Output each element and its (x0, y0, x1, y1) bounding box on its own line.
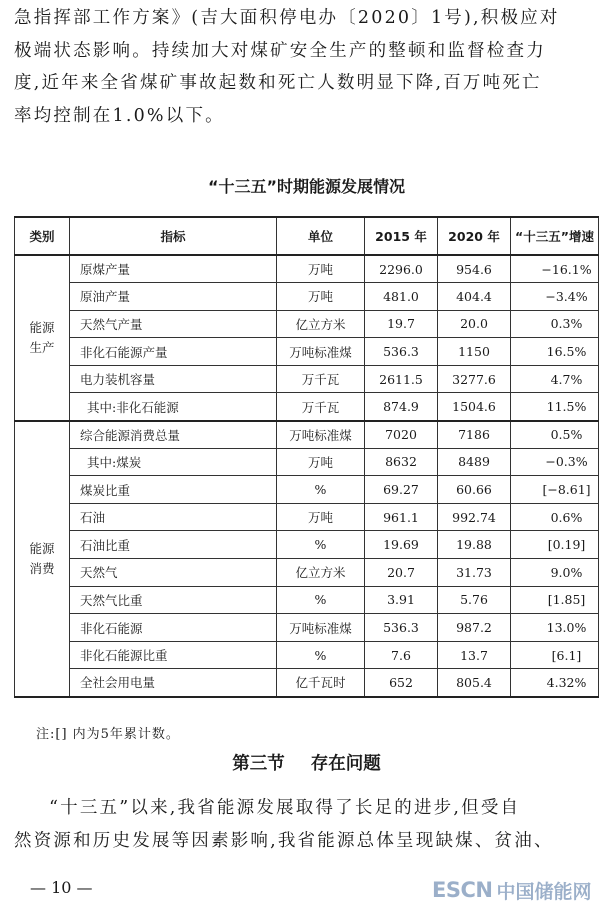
value-2015-cell: 2611.5 (365, 365, 438, 393)
growth-cell: −16.1% (511, 255, 599, 283)
intro-line: 度,近年来全省煤矿事故起数和死亡人数明显下降,百万吨死亡 (14, 73, 542, 93)
indicator-cell: 原油产量 (70, 283, 277, 311)
growth-cell: [−8.61] (511, 476, 599, 504)
growth-cell: 11.5% (511, 393, 599, 421)
unit-cell: 万吨 (277, 255, 365, 283)
table-row (15, 531, 599, 559)
value-2020-cell: 987.2 (438, 614, 511, 642)
growth-cell: 0.3% (511, 310, 599, 338)
table-row (15, 365, 599, 393)
value-2015-cell: 536.3 (365, 338, 438, 366)
category-label: 能源 (29, 540, 55, 556)
table-row (15, 448, 599, 476)
header-growth: “十三五”增速 (511, 217, 599, 255)
unit-cell: 亿立方米 (277, 310, 365, 338)
indicator-cell: 天然气 (70, 559, 277, 587)
indicator-cell: 非化石能源产量 (70, 338, 277, 366)
growth-cell: −0.3% (511, 448, 599, 476)
value-2020-cell: 992.74 (438, 503, 511, 531)
value-2020-cell: 404.4 (438, 283, 511, 311)
table-row (15, 614, 599, 642)
watermark-en: ESCN (432, 878, 493, 902)
indicator-cell: 全社会用电量 (70, 669, 277, 697)
energy-development-table (14, 216, 599, 698)
indicator-cell: 石油 (70, 503, 277, 531)
table-row (15, 503, 599, 531)
header-unit: 单位 (277, 217, 365, 255)
value-2020-cell: 3277.6 (438, 365, 511, 393)
value-2020-cell: 60.66 (438, 476, 511, 504)
growth-cell: [0.19] (511, 531, 599, 559)
watermark-logo (432, 873, 612, 907)
value-2020-cell: 20.0 (438, 310, 511, 338)
unit-cell: % (277, 586, 365, 614)
intro-line: 急指挥部工作方案》(吉大面积停电办〔2020〕1号),积极应对 (14, 8, 560, 28)
table-note: 注:[] 内为5年累计数。 (36, 727, 180, 742)
indicator-cell: 煤炭比重 (70, 476, 277, 504)
unit-cell: % (277, 476, 365, 504)
value-2020-cell: 19.88 (438, 531, 511, 559)
table-row (15, 421, 599, 449)
value-2020-cell: 8489 (438, 448, 511, 476)
indicator-cell: 天然气比重 (70, 586, 277, 614)
intro-line: 率均控制在1.0%以下。 (14, 105, 225, 126)
unit-cell: 万千瓦 (277, 393, 365, 421)
table-row (15, 310, 599, 338)
header-category: 类别 (15, 217, 70, 255)
value-2015-cell: 961.1 (365, 503, 438, 531)
value-2020-cell: 13.7 (438, 641, 511, 669)
intro-line: 极端状态影响。持续加大对煤矿安全生产的整顿和监督检查力 (14, 40, 546, 61)
table-row (15, 255, 599, 283)
growth-cell: [1.85] (511, 586, 599, 614)
unit-cell: 万吨 (277, 283, 365, 311)
value-2015-cell: 652 (365, 669, 438, 697)
table-title: “十三五”时期能源发展情况 (207, 177, 406, 196)
value-2015-cell: 8632 (365, 448, 438, 476)
growth-cell: 9.0% (511, 559, 599, 587)
table-row (15, 669, 599, 697)
intro-paragraph (14, 2, 602, 132)
indicator-cell: 电力装机容量 (70, 365, 277, 393)
table-header-row (15, 217, 599, 255)
value-2015-cell: 19.69 (365, 531, 438, 559)
unit-cell: 万吨 (277, 448, 365, 476)
value-2015-cell: 20.7 (365, 559, 438, 587)
growth-cell: 13.0% (511, 614, 599, 642)
table-row (15, 586, 599, 614)
indicator-cell: 原煤产量 (70, 255, 277, 283)
table-row (15, 393, 599, 421)
value-2020-cell: 7186 (438, 421, 511, 449)
table-row (15, 338, 599, 366)
body-paragraph (14, 792, 602, 857)
value-2015-cell: 2296.0 (365, 255, 438, 283)
page-number: — 10 — (30, 878, 93, 897)
growth-cell: 16.5% (511, 338, 599, 366)
unit-cell: 万千瓦 (277, 365, 365, 393)
table-body (15, 255, 599, 697)
table-row (15, 283, 599, 311)
value-2015-cell: 3.91 (365, 586, 438, 614)
table-row (15, 559, 599, 587)
value-2015-cell: 481.0 (365, 283, 438, 311)
value-2020-cell: 31.73 (438, 559, 511, 587)
growth-cell: 4.32% (511, 669, 599, 697)
value-2015-cell: 7.6 (365, 641, 438, 669)
value-2020-cell: 1150 (438, 338, 511, 366)
growth-cell: [6.1] (511, 641, 599, 669)
table-row (15, 476, 599, 504)
category-label: 消费 (29, 560, 55, 576)
value-2020-cell: 805.4 (438, 669, 511, 697)
unit-cell: % (277, 531, 365, 559)
table-row (15, 641, 599, 669)
value-2020-cell: 1504.6 (438, 393, 511, 421)
header-2020: 2020 年 (438, 217, 511, 255)
header-2015: 2015 年 (365, 217, 438, 255)
value-2015-cell: 69.27 (365, 476, 438, 504)
unit-cell: 万吨 (277, 503, 365, 531)
unit-cell: 亿千瓦时 (277, 669, 365, 697)
growth-cell: −3.4% (511, 283, 599, 311)
indicator-cell: 非化石能源比重 (70, 641, 277, 669)
value-2015-cell: 19.7 (365, 310, 438, 338)
indicator-cell: 其中:非化石能源 (70, 393, 277, 421)
value-2015-cell: 7020 (365, 421, 438, 449)
indicator-cell: 综合能源消费总量 (70, 421, 277, 449)
category-label: 生产 (29, 339, 55, 355)
value-2020-cell: 954.6 (438, 255, 511, 283)
category-cell (15, 255, 70, 421)
unit-cell: 万吨标准煤 (277, 614, 365, 642)
body-line: 然资源和历史发展等因素影响,我省能源总体呈现缺煤、贫油、 (14, 830, 554, 851)
unit-cell: % (277, 641, 365, 669)
value-2015-cell: 536.3 (365, 614, 438, 642)
unit-cell: 万吨标准煤 (277, 338, 365, 366)
indicator-cell: 非化石能源 (70, 614, 277, 642)
indicator-cell: 石油比重 (70, 531, 277, 559)
value-2020-cell: 5.76 (438, 586, 511, 614)
header-indicator: 指标 (70, 217, 277, 255)
value-2015-cell: 874.9 (365, 393, 438, 421)
body-line: “十三五”以来,我省能源发展取得了长足的进步,但受自 (49, 798, 521, 818)
watermark-cn: 中国储能网 (496, 880, 592, 903)
growth-cell: 0.6% (511, 503, 599, 531)
category-cell (15, 421, 70, 697)
growth-cell: 4.7% (511, 365, 599, 393)
growth-cell: 0.5% (511, 421, 599, 449)
indicator-cell: 天然气产量 (70, 310, 277, 338)
category-label: 能源 (29, 319, 55, 335)
unit-cell: 万吨标准煤 (277, 421, 365, 449)
section-title: 第三节 存在问题 (232, 754, 381, 774)
indicator-cell: 其中:煤炭 (70, 448, 277, 476)
unit-cell: 亿立方米 (277, 559, 365, 587)
